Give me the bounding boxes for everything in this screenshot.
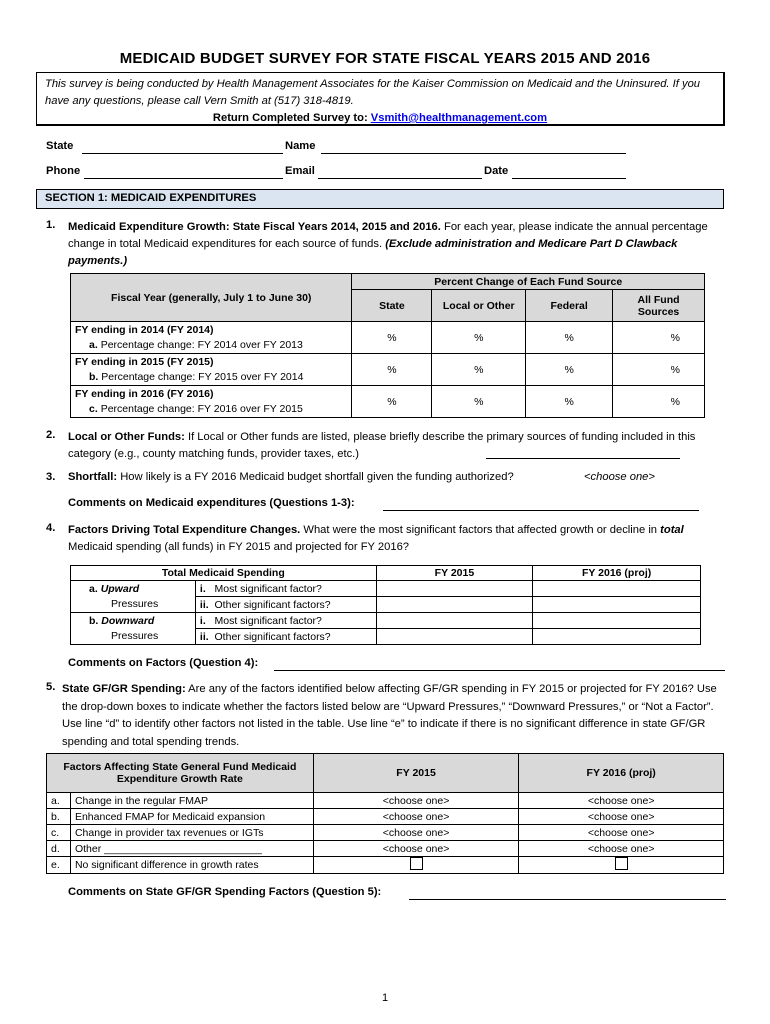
q2-bold: Local or Other Funds: [68,431,185,443]
fy2016-dropdown[interactable]: <choose one> [519,841,724,857]
factor-label: Change in the regular FMAP [70,793,313,809]
table-row [47,793,724,809]
fy2015-header: FY 2015 [376,566,533,581]
phone-field[interactable] [84,178,283,179]
page-title: MEDICAID BUDGET SURVEY FOR STATE FISCAL YEARS 2015 AND 2016 [119,50,651,67]
q5-text [62,681,726,751]
q4-total: total [660,524,684,536]
factor-question: Other significant factors? [214,598,331,611]
q5-bold: State GF/GR Spending: [62,683,186,695]
email-field[interactable] [318,178,482,179]
pct-input[interactable]: % [352,322,432,354]
q2-number: 2. [46,429,56,441]
roman-i: i. [199,614,206,627]
pct-input[interactable]: % [432,354,526,386]
row-letter: d. [47,841,71,857]
table-row [47,841,724,857]
fy2016-dropdown[interactable]: <choose one> [519,793,724,809]
fy2016-header: FY 2016 (proj) [533,566,701,581]
q1-table [70,273,705,418]
row-letter: c. [47,825,71,841]
factor-input[interactable] [376,597,533,613]
fy2015-dropdown[interactable]: <choose one> [313,841,519,857]
q1-italic: (Exclude administration and Medicare Part D Clawback payments.) [68,238,678,267]
comments-1-3-field[interactable] [383,510,699,511]
intro-box [36,72,725,126]
comments-5-field[interactable] [409,899,726,900]
q5-fy2016-header: FY 2016 (proj) [519,754,724,793]
group-sub: Pressures [71,597,196,613]
col-state: State [352,290,432,322]
factor-input[interactable] [376,613,533,629]
pct-input[interactable]: % [352,386,432,418]
state-label: State [46,140,74,152]
group-letter: a. [89,582,98,595]
q2-answer-field[interactable] [486,458,680,459]
fy-header: Fiscal Year (generally, July 1 to June 30) [71,274,352,322]
fy-label: FY ending in 2014 (FY 2014) [75,323,214,336]
table-row [71,354,705,386]
fy-sub: Percentage change: FY 2016 over FY 2015 [100,402,303,415]
row-letter: a. [47,793,71,809]
table-row [71,322,705,354]
q2-body: If Local or Other funds are listed, please briefly describe the primary sources of funding included in this category (e.g., county matching funds, provider taxes, etc.) [68,431,696,460]
table-row [47,857,724,874]
q4-text [68,522,728,556]
fy2016-dropdown[interactable]: <choose one> [519,825,724,841]
group-letter: b. [89,614,99,627]
fy2015-checkbox[interactable] [410,857,423,870]
q4-body: What were the most significant factors that affected growth or decline in [300,524,661,536]
name-field[interactable] [321,153,626,154]
comments-5-label: Comments on State GF/GR Spending Factors (Question 5): [68,886,382,898]
email-label: Email [285,165,315,177]
factor-question: Most significant factor? [214,614,322,627]
comments-1-3-label: Comments on Medicaid expenditures (Questions 1-3): [68,497,355,509]
comments-4-label: Comments on Factors (Question 4): [68,657,259,669]
pct-input[interactable]: % [526,322,613,354]
group-name: Downward [101,614,155,627]
table-row [47,825,724,841]
q1-body: For each year, please indicate the annual percentage change in total Medicaid expenditures for each source of funds. [68,221,708,250]
roman-ii: ii. [199,630,209,643]
row-letter: b. [47,809,71,825]
total-spending-header: Total Medicaid Spending [71,566,377,581]
fy-sub: Percentage change: FY 2014 over FY 2013 [100,338,303,351]
fund-source-header: Percent Change of Each Fund Source [352,274,705,290]
table-row [47,809,724,825]
fy2015-dropdown[interactable]: <choose one> [313,825,519,841]
fy2015-dropdown[interactable]: <choose one> [313,793,519,809]
fy2015-dropdown[interactable]: <choose one> [313,809,519,825]
row-letter: a. [89,338,98,351]
q3-text [68,471,578,483]
return-label: Return Completed Survey to: [212,112,368,124]
section-1-header: SECTION 1: MEDICAID EXPENDITURES [36,189,724,209]
factor-input[interactable] [533,629,701,645]
fy-label: FY ending in 2015 (FY 2015) [75,355,214,368]
q5-table [46,753,724,874]
q1-text [68,219,728,270]
fy2016-checkbox[interactable] [615,857,628,870]
factor-input[interactable] [376,629,533,645]
fy2016-dropdown[interactable]: <choose one> [519,809,724,825]
pct-input[interactable]: % [526,386,613,418]
col-local-other: Local or Other [432,290,526,322]
page-number: 1 [381,992,389,1004]
pct-input[interactable]: % [352,354,432,386]
factor-input[interactable] [376,581,533,597]
q4-number: 4. [46,522,56,534]
col-all-funds: All Fund Sources [613,290,705,322]
date-field[interactable] [512,178,626,179]
q5-body: Are any of the factors identified below affecting GF/GR spending in FY 2015 or projected for FY 2016? Use the drop-down boxes to indicate whether the factors listed below are “Upward Pressures,” “Downward Pressures,” or “Not a Factor”. Use line “d” to identify other factors not listed in the table. Use line “e” to indicate if there is no significant difference in state GF/GR spending and total spending trends. [62,683,717,748]
q1-bold: Medicaid Expenditure Growth: State Fiscal Years 2014, 2015 and 2016. [68,221,441,233]
row-letter: b. [89,370,99,383]
return-line [45,110,715,127]
fy-label: FY ending in 2016 (FY 2016) [75,387,214,400]
q4-bold: Factors Driving Total Expenditure Changes. [68,524,301,536]
row-letter: c. [89,402,98,415]
factor-question: Most significant factor? [214,582,322,595]
q1-number: 1. [46,219,56,231]
group-name: Upward [100,582,140,595]
q5-number: 5. [46,681,56,693]
q3-body: How likely is a FY 2016 Medicaid budget shortfall given the funding authorized? [117,471,514,483]
pct-input[interactable]: % [432,322,526,354]
q5-factors-header: Factors Affecting State General Fund Medicaid Expenditure Growth Rate [47,754,314,793]
q4-body-2: Medicaid spending (all funds) in FY 2015 and projected for FY 2016? [68,541,410,553]
pct-input[interactable]: % [432,386,526,418]
intro-text: This survey is being conducted by Health Management Associates for the Kaiser Commission on Medicaid and the Uninsured. If you have any questions, please call Vern Smith at (517) 318-4819. [45,78,701,107]
q3-number: 3. [46,471,56,483]
row-letter: e. [47,857,71,874]
factor-label: No significant difference in growth rates [70,857,313,874]
pct-input[interactable]: % [613,354,705,386]
factor-label: Other ___________________________ [70,841,313,857]
pct-input[interactable]: % [613,386,705,418]
factor-input[interactable] [533,597,701,613]
q3-dropdown[interactable]: <choose one> [584,471,655,483]
factor-input[interactable] [533,613,701,629]
date-label: Date [484,165,509,177]
factor-question: Other significant factors? [214,630,331,643]
return-email-link[interactable]: Vsmith@healthmanagement.com [370,112,548,124]
factor-label: Enhanced FMAP for Medicaid expansion [70,809,313,825]
factor-label: Change in provider tax revenues or IGTs [70,825,313,841]
pct-input[interactable]: % [613,322,705,354]
comments-4-field[interactable] [274,670,725,671]
q4-table [70,565,701,645]
fy-sub: Percentage change: FY 2015 over FY 2014 [101,370,304,383]
roman-ii: ii. [199,598,209,611]
table-row [71,386,705,418]
col-federal: Federal [526,290,613,322]
group-sub: Pressures [71,629,196,645]
roman-i: i. [199,582,206,595]
pct-input[interactable]: % [526,354,613,386]
name-label: Name [285,140,316,152]
state-field[interactable] [82,153,283,154]
q3-bold: Shortfall: [68,471,118,483]
factor-input[interactable] [533,581,701,597]
q5-fy2015-header: FY 2015 [313,754,519,793]
phone-label: Phone [46,165,81,177]
